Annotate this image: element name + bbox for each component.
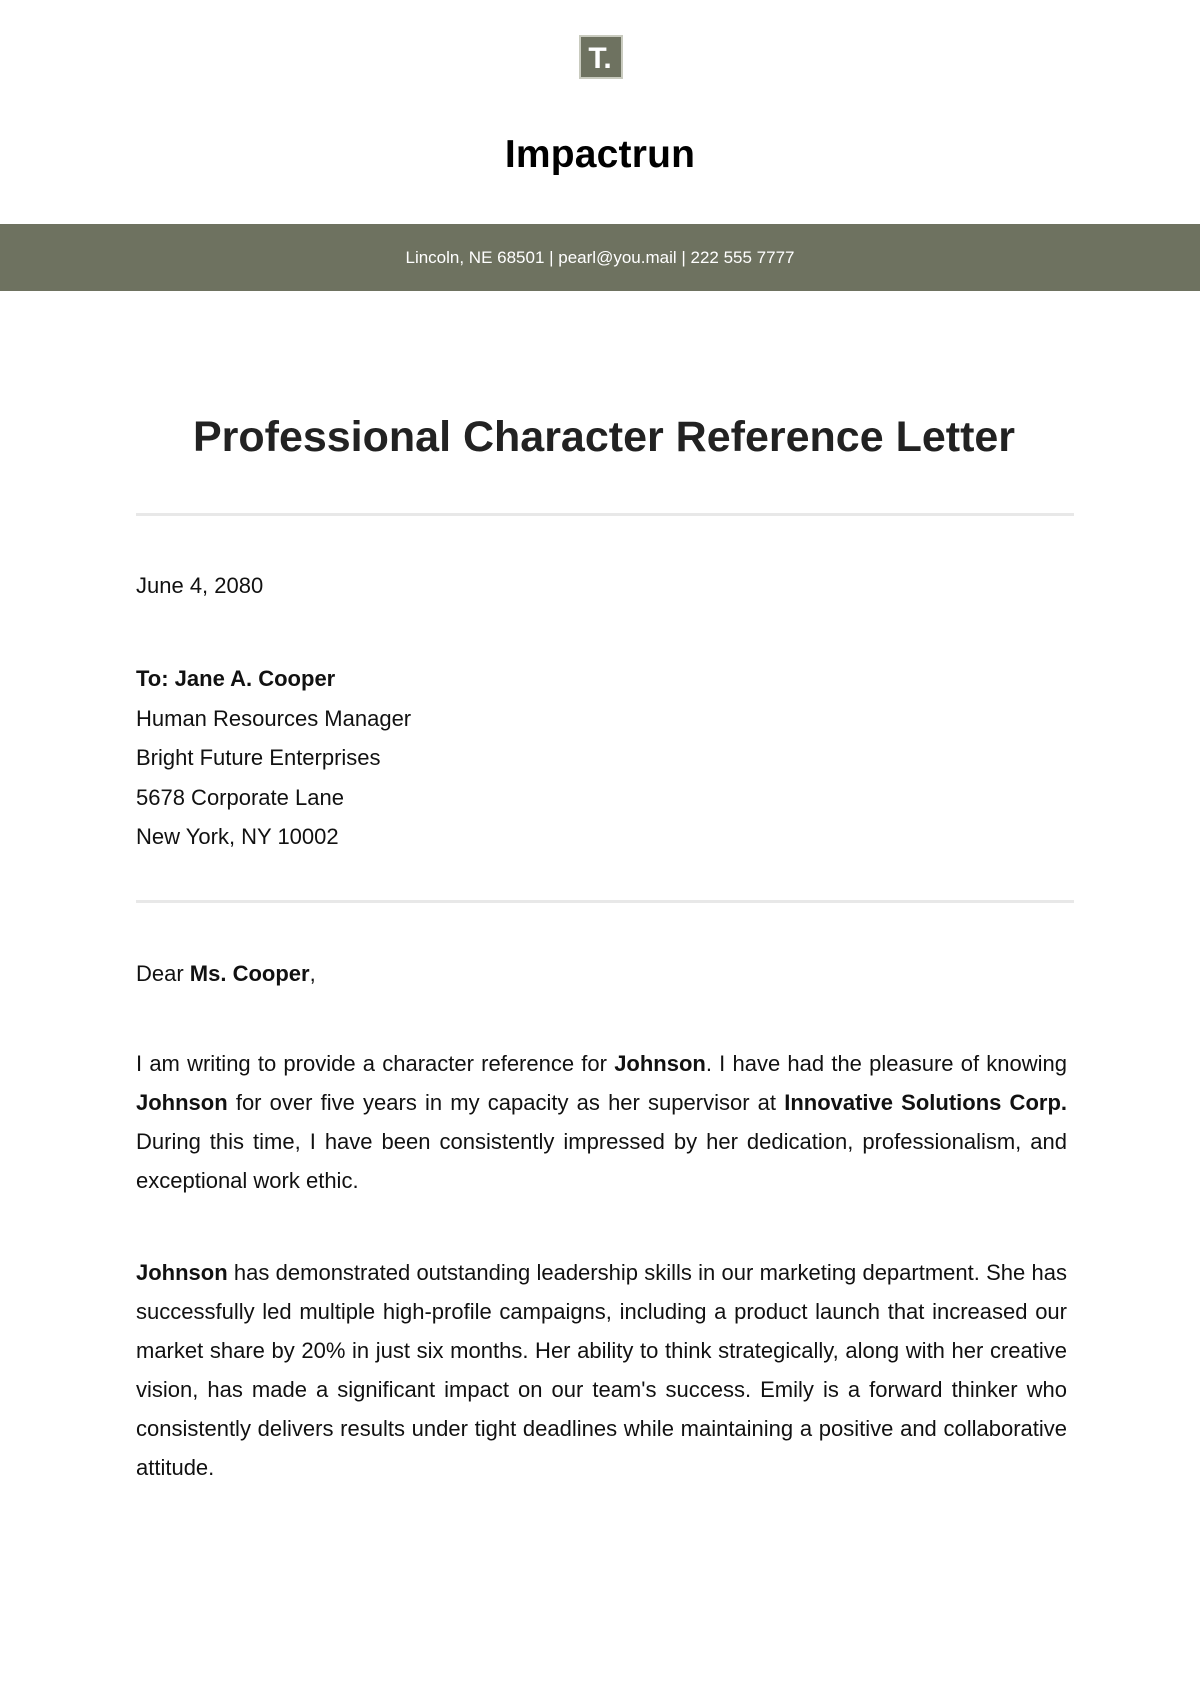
recipient-to-line: To: Jane A. Cooper	[136, 666, 336, 691]
letter-date: June 4, 2080	[136, 573, 264, 598]
recipient-company: Bright Future Enterprises	[136, 745, 381, 770]
contact-band	[0, 224, 1200, 291]
document-title: Professional Character Reference Letter	[192, 413, 1016, 461]
company-logo	[579, 35, 623, 79]
recipient-block	[136, 659, 411, 857]
recipient-position: Human Resources Manager	[136, 705, 412, 731]
brand-name: Impactrun	[504, 133, 696, 176]
body-paragraph-1: I am writing to provide a character reference for Johnson. I have had the pleasure of knowing Johnson for over five years in my capacity as her supervisor at Innovative Solutions Corp. During this time, I have been consistently impressed by her dedication, professionalism, and exceptional work ethic.	[136, 1051, 1067, 1193]
divider-top	[136, 513, 1074, 516]
body-paragraph-2: Johnson has demonstrated outstanding leadership skills in our marketing department. She has successfully led multiple high-profile campaigns, including a product launch that increased our market share by 20% in just six months. Her ability to think strategically, along with her creative vision, has made a significant impact on our team's success. Emily is a forward thinker who consistently delivers results under tight deadlines while maintaining a positive and collaborative attitude.	[136, 1260, 1067, 1480]
divider-bottom	[136, 900, 1074, 903]
salutation: Dear Ms. Cooper,	[136, 961, 316, 986]
contact-line: Lincoln, NE 68501 | pearl@you.mail | 222 555 7777	[405, 247, 795, 267]
recipient-street: 5678 Corporate Lane	[136, 784, 344, 810]
svg-text:T.: T.	[588, 42, 612, 75]
recipient-city: New York, NY 10002	[136, 824, 339, 849]
salutation-name: Ms. Cooper	[189, 961, 310, 986]
logo-t-icon	[581, 37, 621, 77]
